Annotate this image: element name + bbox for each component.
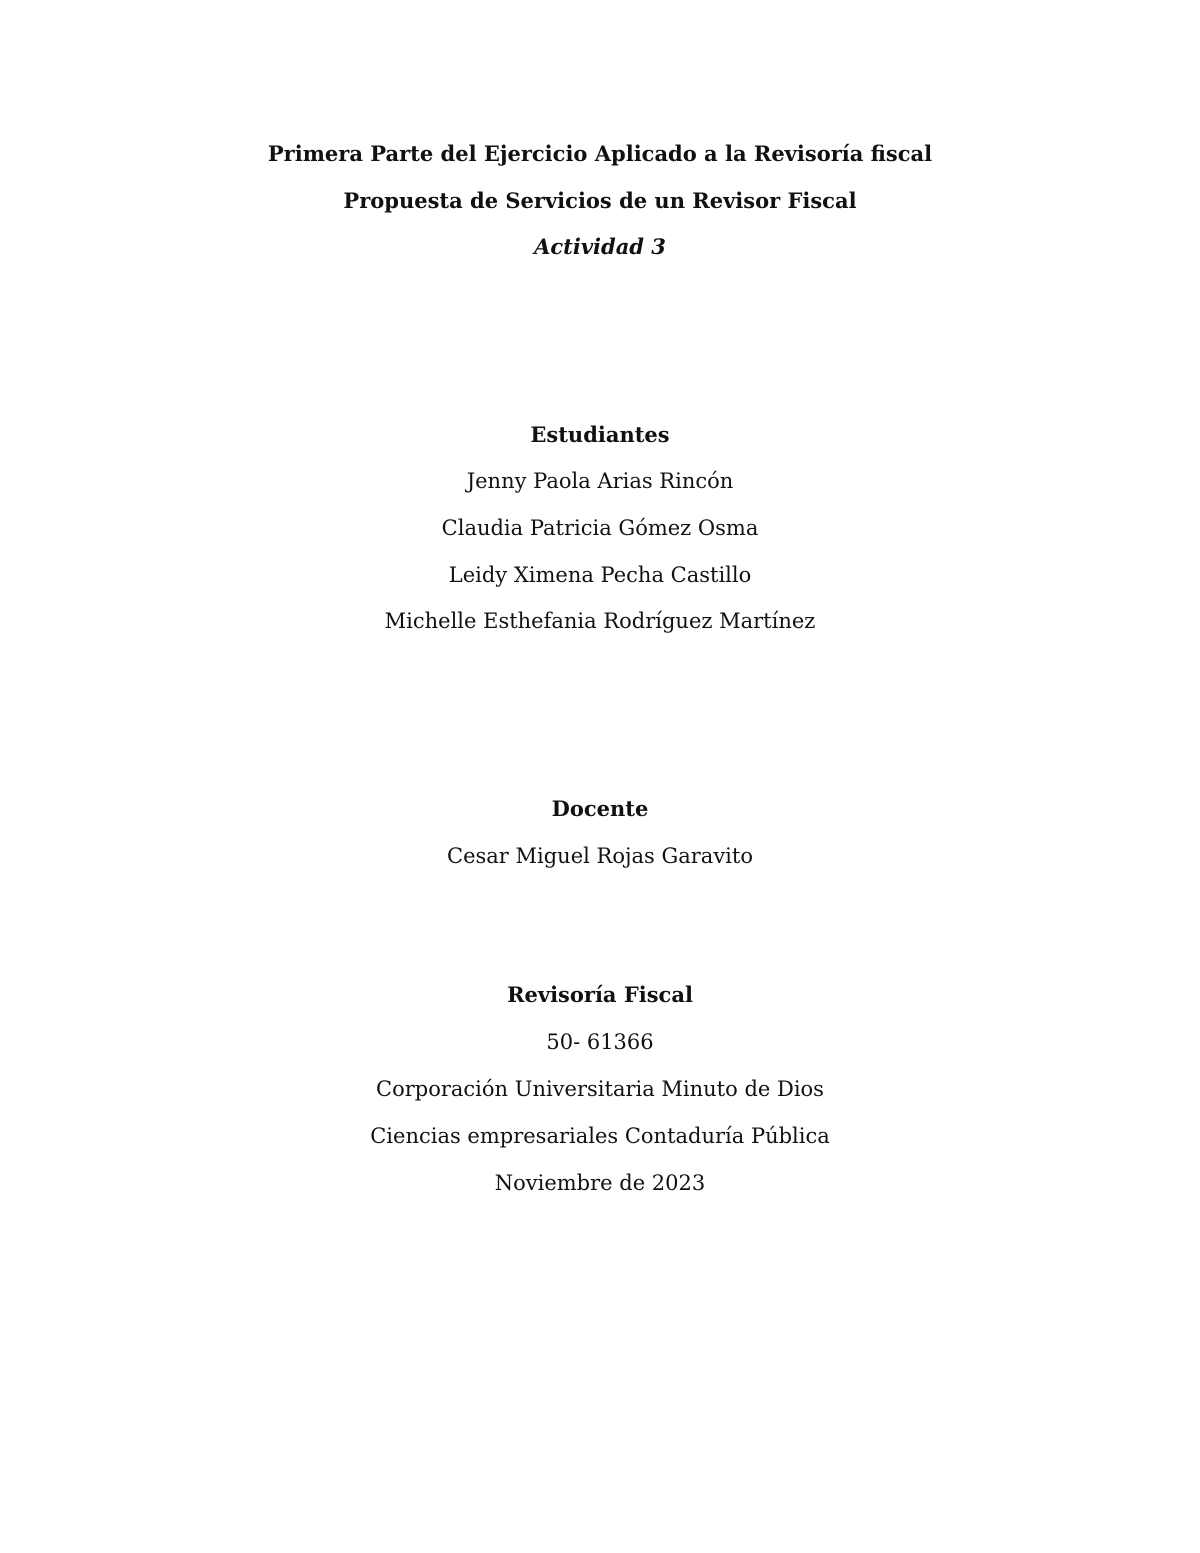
student-name: Michelle Esthefania Rodríguez Martínez bbox=[384, 609, 816, 633]
document-title: Primera Parte del Ejercicio Aplicado a la Revisoría fiscal bbox=[267, 141, 933, 166]
students-heading: Estudiantes bbox=[530, 422, 670, 447]
activity-label: Actividad 3 bbox=[534, 234, 666, 259]
institution-name: Corporación Universitaria Minuto de Dios bbox=[376, 1077, 824, 1101]
student-name: Leidy Ximena Pecha Castillo bbox=[448, 563, 752, 587]
teacher-name: Cesar Miguel Rojas Garavito bbox=[447, 844, 753, 868]
teacher-heading: Docente bbox=[551, 796, 649, 821]
document-subtitle: Propuesta de Servicios de un Revisor Fiscal bbox=[343, 188, 857, 213]
program-name: Ciencias empresariales Contaduría Pública bbox=[370, 1124, 830, 1148]
course-code: 50- 61366 bbox=[546, 1030, 654, 1054]
course-heading: Revisoría Fiscal bbox=[507, 982, 693, 1007]
student-name: Jenny Paola Arias Rincón bbox=[466, 469, 734, 493]
document-date: Noviembre de 2023 bbox=[494, 1171, 706, 1195]
student-name: Claudia Patricia Gómez Osma bbox=[441, 516, 759, 540]
